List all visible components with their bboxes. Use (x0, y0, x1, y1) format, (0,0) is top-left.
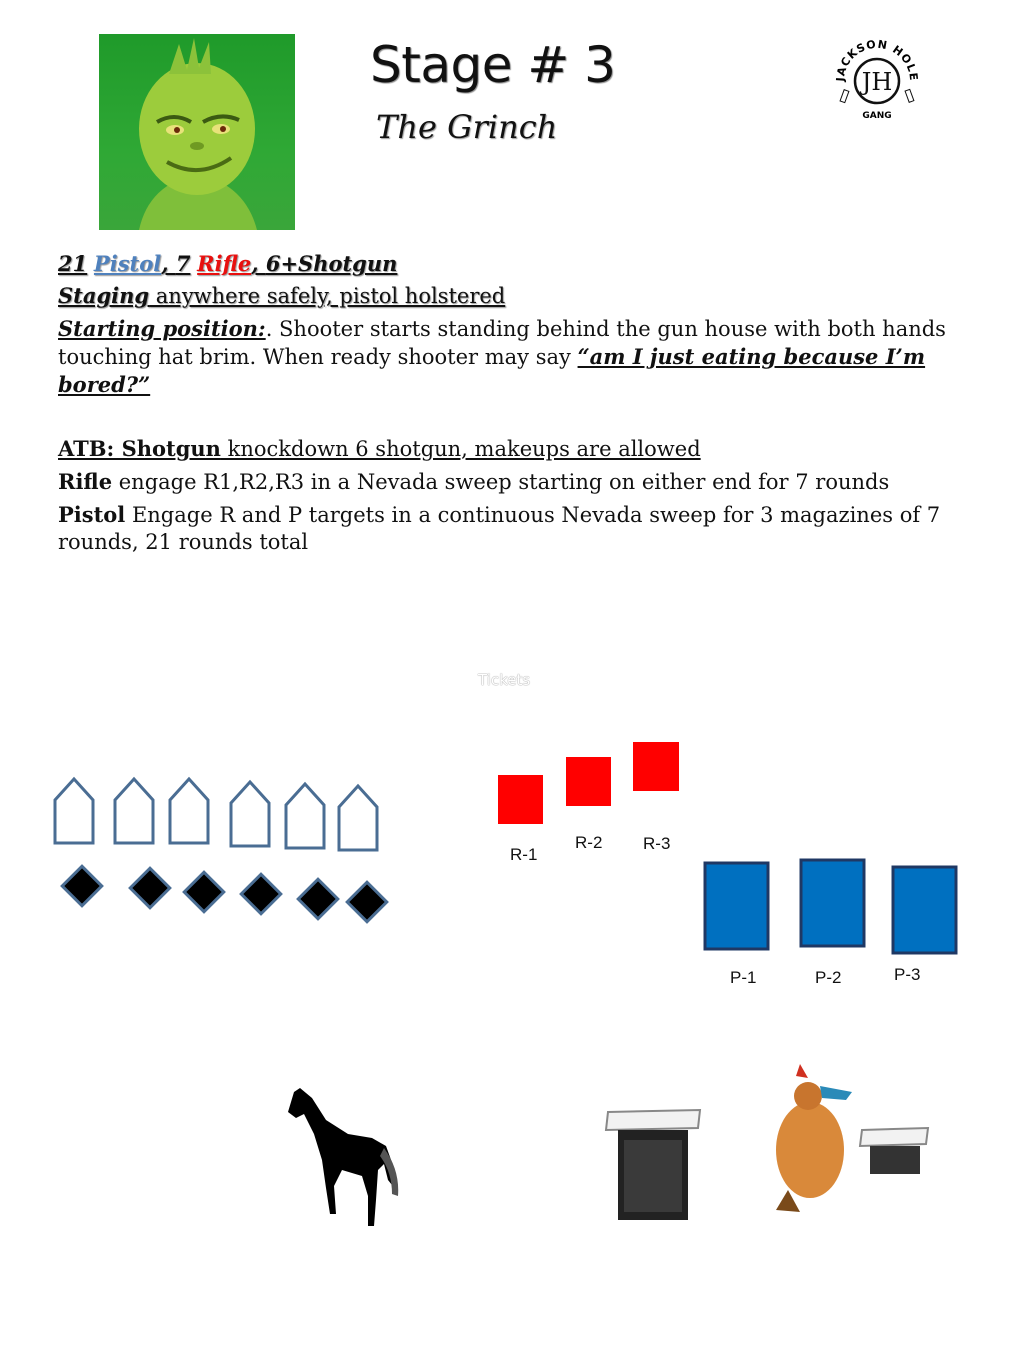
grinch-image (99, 34, 295, 230)
shotgun-diamond-6 (347, 882, 387, 922)
staging-label: Staging (58, 283, 150, 308)
starting-label: Starting position: (58, 316, 266, 341)
separator-2: , (251, 251, 266, 276)
round-count-line (58, 250, 397, 278)
pistol-count: 21 (58, 251, 88, 276)
shotgun-knockdown-4 (231, 782, 269, 846)
rifle-target-r3 (633, 742, 679, 791)
pistol-instr-label: Pistol (58, 502, 126, 527)
logo-bottom-text: GANG (862, 111, 892, 121)
warrior-figure-icon (776, 1064, 852, 1212)
staging-line (58, 282, 505, 310)
horse-icon (288, 1088, 398, 1226)
pistol-target-p3 (893, 867, 956, 953)
jackson-hole-gang-logo (834, 38, 920, 124)
shotgun-diamond-3 (184, 872, 224, 912)
shotgun-diamond-1 (62, 866, 102, 906)
atb-text: knockdown 6 shotgun, makeups are allowed (220, 437, 701, 461)
stage-title: Stage # 3 (370, 36, 616, 94)
shotgun-diamond-2 (130, 868, 170, 908)
atb-line (58, 435, 701, 463)
rifle-target-r1 (498, 775, 543, 824)
atb-label: ATB: Shotgun (58, 436, 221, 461)
rifle-instr-label: Rifle (58, 469, 113, 494)
rifle-line (58, 468, 889, 496)
gun-table-icon (860, 1128, 928, 1174)
rifle-count: 7 (175, 251, 191, 276)
staging-text: anywhere safely, pistol holstered (149, 284, 506, 308)
rifle-label-r2: R-2 (575, 833, 603, 852)
rifle-label-r3: R-3 (643, 834, 671, 853)
pistol-block (58, 501, 978, 556)
logo-badge-icon (834, 38, 920, 124)
pistol-instr-text: Engage R and P targets in a continuous Nevada sweep for 3 magazines of 7 rounds, 21 rounds total (58, 503, 941, 554)
starting-text: . Shooter starts standing behind the gun house with both hands touching hat brim. When ready shooter may say (58, 317, 946, 369)
separator-1: , (161, 251, 176, 276)
rifle-instr-text: engage R1,R2,R3 in a Nevada sweep starting on either end for 7 rounds (112, 470, 890, 494)
starting-position-block (58, 315, 958, 399)
shotgun-knockdown-5 (286, 784, 324, 848)
rifle-target-r2 (566, 757, 611, 806)
rifle-label-r1: R-1 (510, 845, 538, 864)
shotgun-diamond-4 (241, 874, 281, 914)
shotgun-diamond-5 (298, 879, 338, 919)
tickets-label: Tickets (478, 671, 531, 689)
starting-quote: “am I just eating because I’m bored?” (58, 344, 926, 397)
shotgun-knockdown-1 (55, 779, 93, 843)
pistol-label-p2: P-2 (815, 968, 842, 987)
stage-subtitle: The Grinch (376, 108, 558, 146)
gun-house-icon (606, 1110, 700, 1220)
rifle-label: Rifle (197, 251, 252, 276)
pistol-label-p3: P-3 (894, 965, 921, 984)
shotgun-knockdown-3 (170, 779, 208, 843)
logo-top-text: JACKSON HOLE (834, 38, 920, 82)
targets-diagram (0, 730, 1024, 1000)
grinch-illustration (99, 34, 295, 230)
shotgun-count: 6+Shotgun (265, 251, 398, 276)
pistol-label: Pistol (93, 251, 162, 276)
pistol-label-p1: P-1 (730, 968, 757, 987)
shotgun-knockdown-6 (339, 786, 377, 850)
props-illustrations (0, 1060, 1024, 1240)
shotgun-knockdown-2 (115, 779, 153, 843)
logo-monogram: JH (861, 68, 893, 96)
pistol-target-p1 (705, 863, 768, 949)
pistol-target-p2 (801, 860, 864, 946)
